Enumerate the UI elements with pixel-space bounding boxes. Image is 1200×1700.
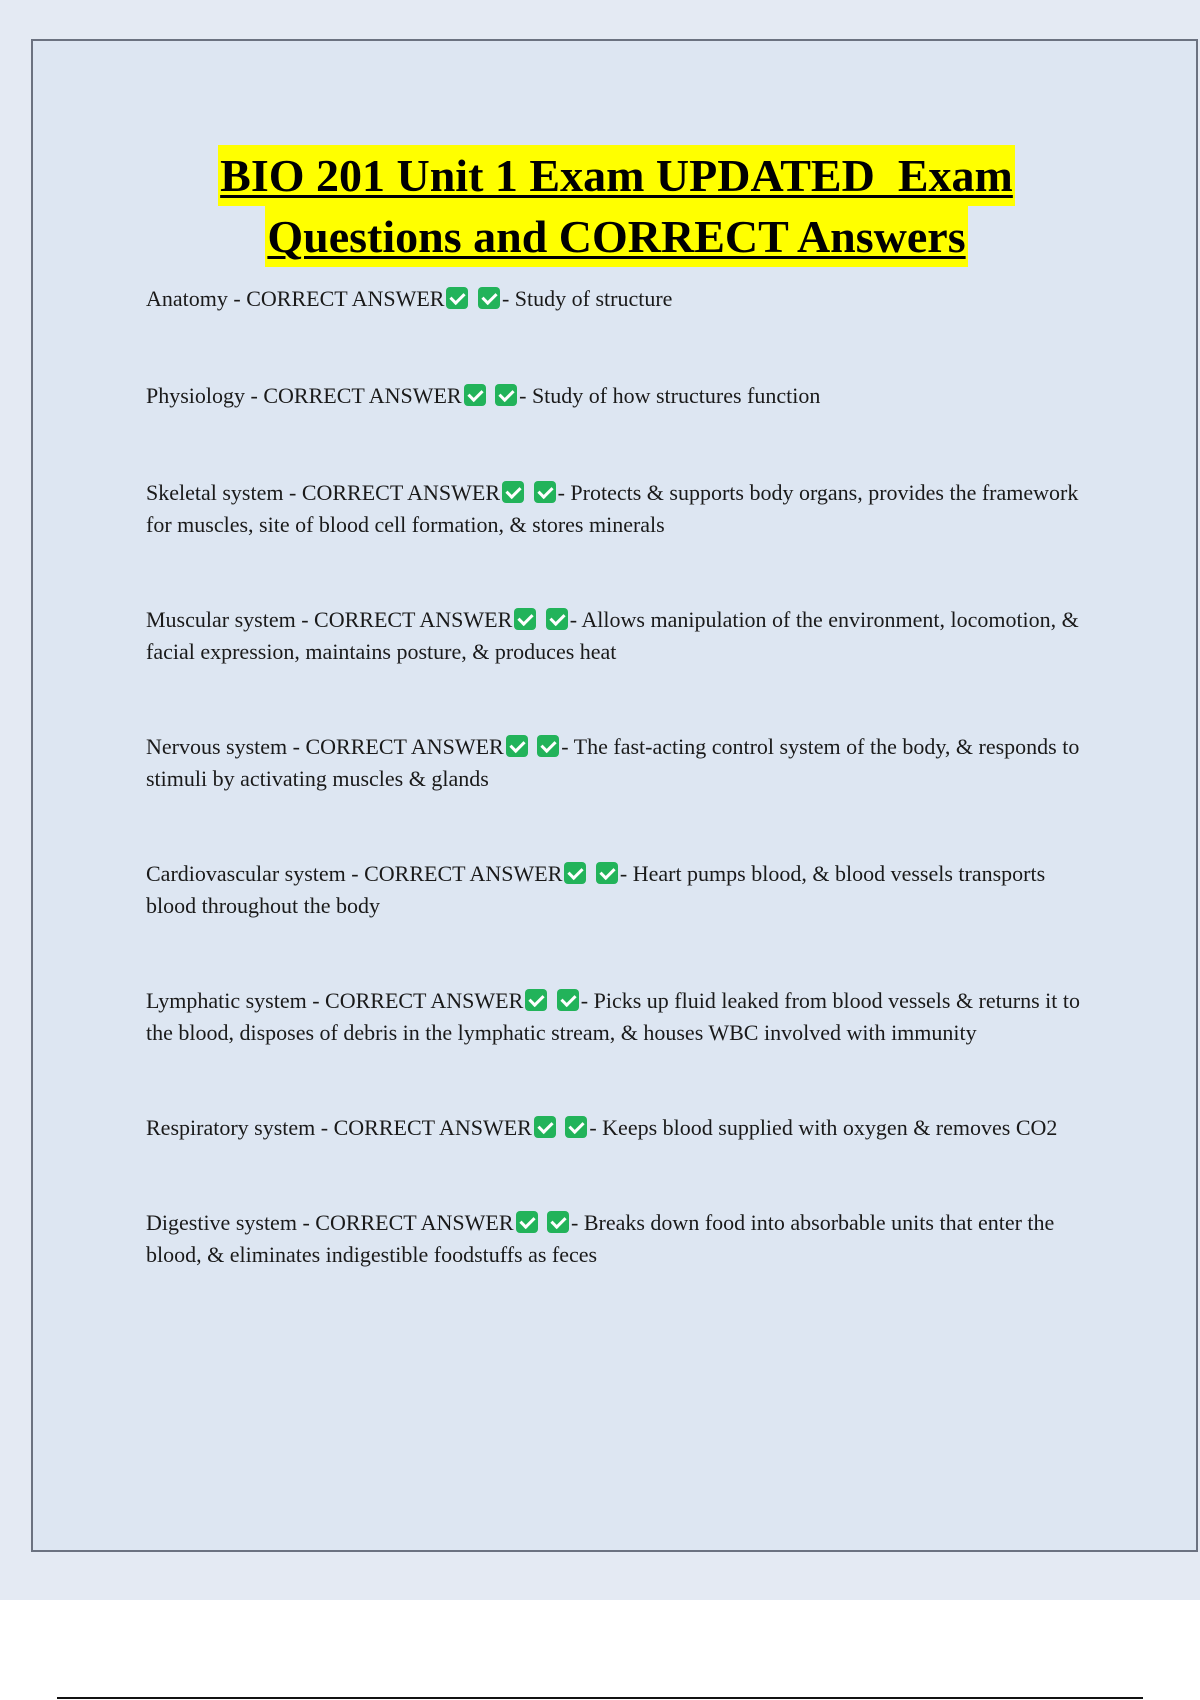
answer-marker: CORRECT ANSWER <box>314 607 513 632</box>
answer-marker: CORRECT ANSWER <box>364 861 563 886</box>
entry-term: Physiology <box>146 383 246 408</box>
qa-entry: Lymphatic system - CORRECT ANSWER - Picks up fluid leaked from blood vessels & returns it to the blood, disposes of debris in the lymphatic stream, & houses WBC involved with immunity <box>146 988 1080 1045</box>
check-mark-icon <box>564 862 586 884</box>
answer-marker: CORRECT ANSWER <box>333 1115 532 1140</box>
check-mark-icon <box>446 287 468 309</box>
qa-entry: Cardiovascular system - CORRECT ANSWER - Heart pumps blood, & blood vessels transports blood throughout the body <box>146 861 1046 918</box>
check-mark-icon <box>514 608 536 630</box>
answer-marker: CORRECT ANSWER <box>301 480 501 505</box>
entry-answer: Heart pumps blood, & blood vessels transports blood throughout the body <box>146 861 1046 918</box>
title-line-1: BIO 201 Unit 1 Exam UPDATED Exam <box>218 145 1015 206</box>
entry-answer: Protects & supports body organs, provides the framework for muscles, site of blood cell formation, & stores minerals <box>146 480 1079 537</box>
entry-answer: The fast-acting control system of the body, & responds to stimuli by activating muscles & glands <box>146 734 1080 791</box>
qa-list <box>146 283 1086 1271</box>
entry-term: Lymphatic system <box>146 988 307 1013</box>
check-mark-icon <box>537 735 559 757</box>
entry-term: Digestive system <box>146 1210 297 1235</box>
check-mark-icon <box>502 481 524 503</box>
check-mark-icon <box>557 989 579 1011</box>
footer-divider <box>57 1697 1143 1699</box>
answer-marker: CORRECT ANSWER <box>315 1210 514 1235</box>
qa-entry: Physiology - CORRECT ANSWER - Study of how structures function <box>146 383 821 408</box>
check-mark-icon <box>478 287 500 309</box>
check-mark-icon <box>596 862 618 884</box>
answer-marker: CORRECT ANSWER <box>263 383 462 408</box>
check-mark-icon <box>495 384 517 406</box>
entry-answer: Study of structure <box>514 286 673 311</box>
entry-term: Muscular system <box>146 607 296 632</box>
qa-entry: Nervous system - CORRECT ANSWER - The fast-acting control system of the body, & responds to stimuli by activating muscles & glands <box>146 734 1080 791</box>
entry-answer: Breaks down food into absorbable units that enter the blood, & eliminates indigestible foodstuffs as feces <box>146 1210 1055 1267</box>
check-mark-icon <box>534 481 556 503</box>
entry-answer: Study of how structures function <box>531 383 821 408</box>
entry-term: Cardiovascular system <box>146 861 346 886</box>
qa-entry: Anatomy - CORRECT ANSWER - Study of structure <box>146 286 673 311</box>
check-mark-icon <box>565 1116 587 1138</box>
entry-answer: Allows manipulation of the environment, locomotion, & facial expression, maintains posture, & produces heat <box>146 607 1079 664</box>
entry-term: Nervous system <box>146 734 288 759</box>
answer-marker: CORRECT ANSWER <box>305 734 504 759</box>
qa-entry: Respiratory system - CORRECT ANSWER - Keeps blood supplied with oxygen & removes CO2 <box>146 1115 1058 1140</box>
entry-term: Respiratory system <box>146 1115 316 1140</box>
qa-entry: Digestive system - CORRECT ANSWER - Breaks down food into absorbable units that enter the blood, & eliminates indigestible foodstuffs as feces <box>146 1210 1055 1267</box>
check-mark-icon <box>506 735 528 757</box>
check-mark-icon <box>534 1116 556 1138</box>
check-mark-icon <box>464 384 486 406</box>
entry-term: Skeletal system <box>146 480 284 505</box>
entry-term: Anatomy <box>146 286 228 311</box>
check-mark-icon <box>547 1211 569 1233</box>
entry-answer: Picks up fluid leaked from blood vessels & returns it to the blood, disposes of debris in the lymphatic stream, & houses WBC involved with immunity <box>146 988 1080 1045</box>
answer-marker: CORRECT ANSWER <box>246 286 445 311</box>
title-line-2: Questions and CORRECT Answers <box>265 206 967 267</box>
check-mark-icon <box>516 1211 538 1233</box>
qa-entry: Muscular system - CORRECT ANSWER - Allows manipulation of the environment, locomotion, & facial expression, maintains posture, & produces heat <box>146 607 1079 664</box>
qa-entry: Skeletal system - CORRECT ANSWER - Protects & supports body organs, provides the framework for muscles, site of blood cell formation, & stores minerals <box>146 480 1079 537</box>
check-mark-icon <box>525 989 547 1011</box>
entry-answer: Keeps blood supplied with oxygen & removes CO2 <box>602 1115 1058 1140</box>
document-title <box>0 145 1200 267</box>
answer-marker: CORRECT ANSWER <box>325 988 524 1013</box>
check-mark-icon <box>546 608 568 630</box>
